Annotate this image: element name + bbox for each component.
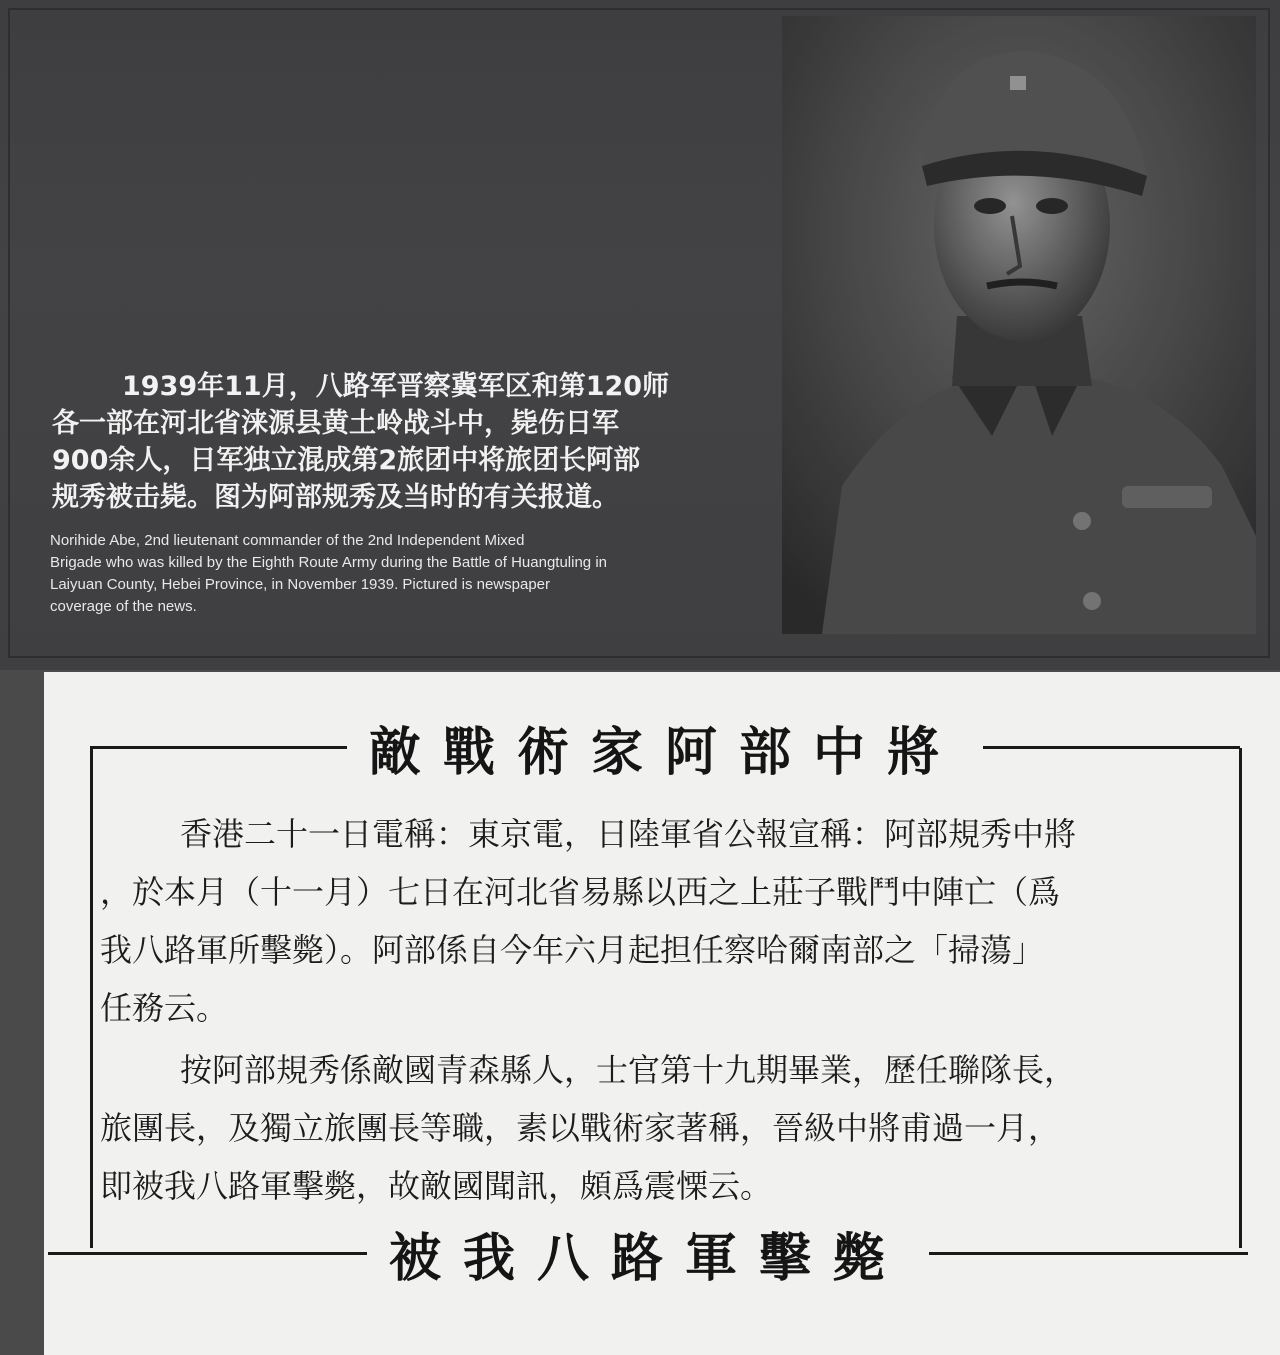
article-line: 旅團長，及獨立旅團長等職，素以戰術家著稱，晉級中將甫過一月， — [100, 1109, 1061, 1147]
headline: 敵戰術家阿部中將 — [369, 721, 962, 783]
subheadline-bar — [48, 1218, 1248, 1288]
rule-line — [48, 1252, 367, 1255]
article-line: ，於本月（十一月）七日在河北省易縣以西之上莊子戰鬥中陣亡（爲 — [100, 873, 1061, 911]
article-body — [100, 805, 1240, 1215]
caption-cn-line: 1939年11月，八路军晋察冀军区和第120师 — [122, 371, 670, 402]
caption-cn-line: 各一部在河北省涞源县黄土岭战斗中，毙伤日军 — [52, 408, 619, 439]
rule-line — [983, 746, 1240, 749]
caption-cn-line: 规秀被击毙。图为阿部规秀及当时的有关报道。 — [52, 482, 619, 513]
article-line: 香港二十一日電稱：東京電，日陸軍省公報宣稱：阿部規秀中將 — [180, 815, 1077, 853]
caption-chinese — [52, 368, 752, 516]
rule-line — [929, 1252, 1248, 1255]
caption-en-line: Brigade who was killed by the Eighth Route Army during the Battle of Huangtuling in — [50, 554, 607, 571]
portrait-photo — [782, 16, 1256, 634]
portrait-illustration — [782, 16, 1256, 634]
caption-en-line: Norihide Abe, 2nd lieutenant commander of the 2nd Independent Mixed — [50, 532, 525, 549]
exhibit-panel — [0, 0, 1280, 670]
caption-cn-line: 900余人，日军独立混成第2旅团中将旅团长阿部 — [52, 445, 641, 476]
article-line: 我八路軍所擊斃）。阿部係自今年六月起担任察哈爾南部之「掃蕩」 — [100, 931, 1045, 969]
article-line: 任務云。 — [100, 989, 229, 1027]
caption-english — [50, 530, 750, 618]
subheadline: 被我八路軍擊斃 — [389, 1227, 908, 1289]
article-line: 即被我八路軍擊斃，故敵國聞訊，頗爲震慄云。 — [100, 1167, 773, 1205]
rule-line — [90, 746, 347, 749]
caption-en-line: Laiyuan County, Hebei Province, in November 1939. Pictured is newspaper — [50, 576, 550, 593]
article-line: 按阿部規秀係敵國青森縣人，士官第十九期畢業，歷任聯隊長， — [180, 1051, 1077, 1089]
caption-en-line: coverage of the news. — [50, 598, 197, 615]
headline-bar — [90, 712, 1240, 782]
